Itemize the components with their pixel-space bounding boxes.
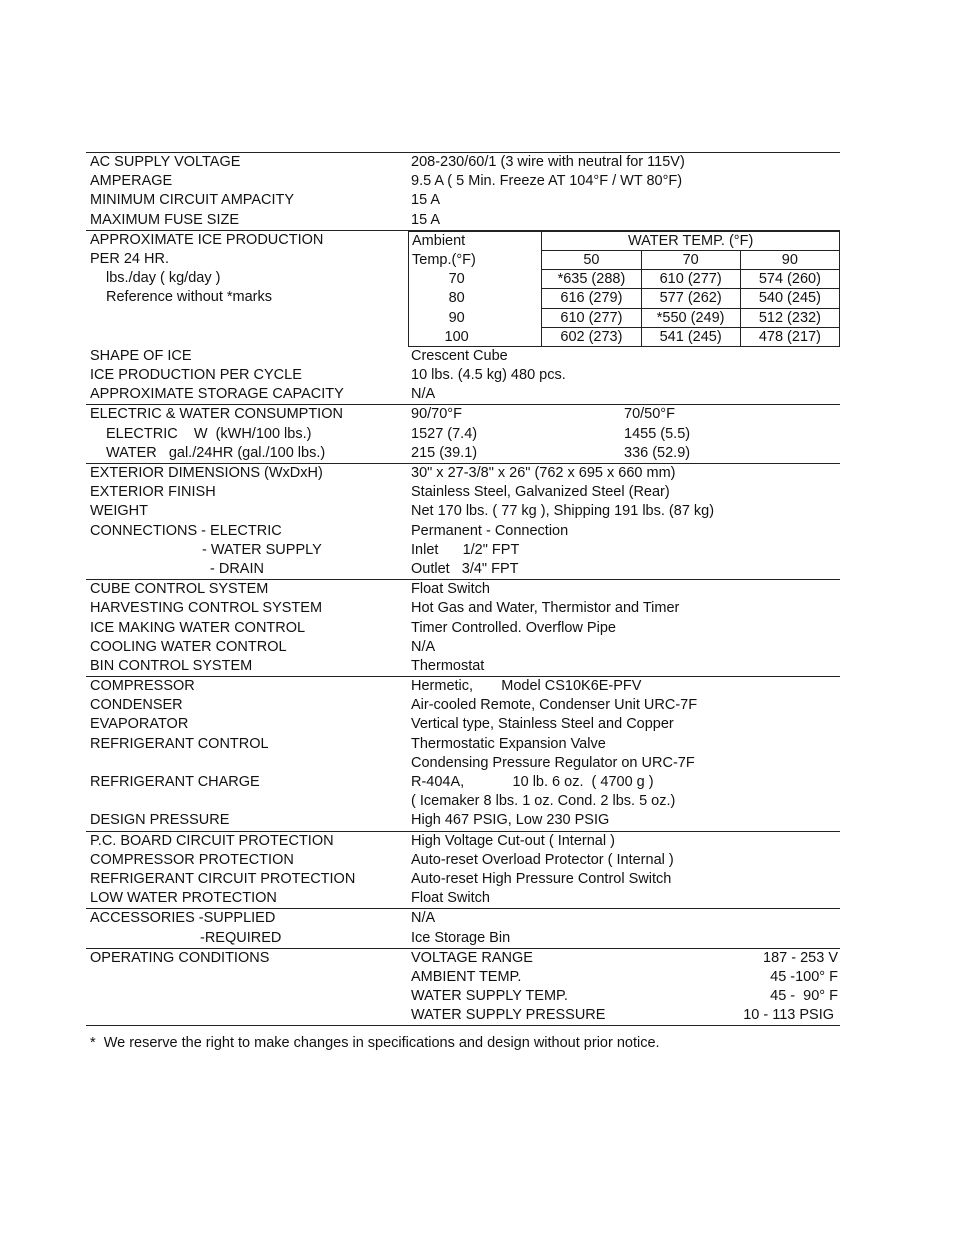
spec-value: 208-230/60/1 (3 wire with neutral for 115V) bbox=[411, 154, 685, 170]
spec-value: 1527 (7.4) bbox=[411, 425, 478, 442]
consumption-section bbox=[86, 404, 840, 463]
spec-row bbox=[86, 968, 840, 987]
spec-row bbox=[86, 870, 840, 889]
spec-label: MAXIMUM FUSE SIZE bbox=[90, 211, 240, 228]
spec-value: 30" x 27-3/8" x 26" (762 x 695 x 660 mm) bbox=[411, 465, 676, 481]
spec-row bbox=[86, 347, 840, 366]
spec-value: Ice Storage Bin bbox=[411, 929, 511, 946]
spec-row bbox=[86, 211, 840, 230]
condition-value: 10 - 113 PSIG bbox=[743, 1007, 834, 1024]
spec-label: APPROXIMATE STORAGE CAPACITY bbox=[90, 386, 344, 403]
ice-production-section bbox=[86, 230, 840, 405]
spec-label: lbs./day ( kg/day ) bbox=[106, 270, 221, 287]
spec-label: MINIMUM CIRCUIT AMPACITY bbox=[90, 192, 295, 209]
spec-label: ICE PRODUCTION PER CYCLE bbox=[90, 367, 302, 384]
spec-row bbox=[86, 754, 840, 773]
production-cell: 541 (245) bbox=[641, 327, 740, 346]
spec-value: Air-cooled Remote, Condenser Unit URC-7F bbox=[411, 697, 698, 714]
consumption-col2-header: 70/50°F bbox=[624, 406, 675, 423]
operating-section bbox=[86, 948, 840, 1027]
spec-row bbox=[86, 792, 840, 811]
spec-value: Auto-reset Overload Protector ( Internal ) bbox=[411, 851, 674, 868]
spec-label: EXTERIOR DIMENSIONS (WxDxH) bbox=[90, 465, 323, 481]
ambient-value: 70 bbox=[409, 270, 542, 289]
spec-row bbox=[86, 1006, 840, 1025]
accessories-section bbox=[86, 908, 840, 947]
spec-row bbox=[86, 599, 840, 618]
spec-value: Auto-reset High Pressure Control Switch bbox=[411, 870, 672, 887]
spec-value: Outlet 3/4" FPT bbox=[411, 560, 519, 577]
spec-label: BIN CONTROL SYSTEM bbox=[90, 657, 253, 674]
spec-row bbox=[86, 987, 840, 1006]
spec-value: Thermostat bbox=[411, 657, 485, 674]
spec-row bbox=[86, 502, 840, 521]
spec-value: Float Switch bbox=[411, 581, 490, 598]
spec-row bbox=[86, 541, 840, 560]
spec-value: Inlet 1/2" FPT bbox=[411, 541, 520, 558]
spec-value: Stainless Steel, Galvanized Steel (Rear) bbox=[411, 484, 670, 501]
spec-row bbox=[86, 929, 840, 948]
ambient-value: 90 bbox=[409, 308, 542, 327]
spec-value: Permanent - Connection bbox=[411, 522, 569, 539]
condition-value: 45 - 90° F bbox=[770, 988, 838, 1005]
spec-value: 15 A bbox=[411, 192, 441, 209]
spec-label: AC SUPPLY VOLTAGE bbox=[90, 154, 241, 170]
spec-label: WATER gal./24HR (gal./100 lbs.) bbox=[106, 444, 326, 461]
water-temp: 70 bbox=[641, 250, 740, 269]
spec-row bbox=[86, 696, 840, 715]
spec-row bbox=[86, 425, 840, 444]
spec-label: P.C. BOARD CIRCUIT PROTECTION bbox=[90, 832, 334, 849]
consumption-col1-header: 90/70°F bbox=[411, 406, 462, 423]
spec-label: ICE MAKING WATER CONTROL bbox=[90, 619, 306, 636]
production-cell: 512 (232) bbox=[740, 308, 839, 327]
spec-label: Reference without *marks bbox=[106, 289, 273, 306]
condition-name: AMBIENT TEMP. bbox=[411, 968, 522, 985]
spec-label: ELECTRIC W (kWH/100 lbs.) bbox=[106, 425, 312, 442]
production-cell: 610 (277) bbox=[641, 270, 740, 289]
footnote: * We reserve the right to make changes in specifications and design without prior notice. bbox=[90, 1035, 660, 1051]
spec-value: N/A bbox=[411, 386, 436, 403]
spec-row bbox=[86, 405, 840, 424]
spec-label: REFRIGERANT CIRCUIT PROTECTION bbox=[90, 870, 356, 887]
spec-label: WEIGHT bbox=[90, 503, 148, 520]
spec-label: DESIGN PRESSURE bbox=[90, 812, 230, 829]
spec-label: REFRIGERANT CHARGE bbox=[90, 774, 260, 790]
spec-row bbox=[86, 444, 840, 463]
production-cell: 478 (217) bbox=[740, 327, 839, 346]
table-row bbox=[409, 308, 840, 327]
production-cell: 602 (273) bbox=[542, 327, 641, 346]
spec-label: OPERATING CONDITIONS bbox=[90, 949, 270, 966]
spec-label: APPROXIMATE ICE PRODUCTION bbox=[90, 231, 324, 248]
condition-name: WATER SUPPLY PRESSURE bbox=[411, 1007, 606, 1024]
spec-value: Condensing Pressure Regulator on URC-7F bbox=[411, 754, 695, 771]
spec-value: 336 (52.9) bbox=[624, 444, 691, 461]
spec-label: CONNECTIONS - ELECTRIC bbox=[90, 522, 282, 539]
condition-value: 45 -100° F bbox=[770, 968, 838, 985]
ambient-value: 80 bbox=[409, 289, 542, 308]
spec-value: 15 A bbox=[411, 211, 441, 228]
spec-value: 215 (39.1) bbox=[411, 444, 478, 461]
spec-row bbox=[86, 522, 840, 541]
condition-name: WATER SUPPLY TEMP. bbox=[411, 988, 568, 1005]
spec-row bbox=[86, 677, 840, 696]
spec-row bbox=[86, 385, 840, 404]
spec-row bbox=[86, 560, 840, 579]
spec-value: 1455 (5.5) bbox=[624, 425, 691, 442]
spec-label: EVAPORATOR bbox=[90, 716, 189, 733]
water-temp: 90 bbox=[740, 250, 839, 269]
ice-production-table bbox=[408, 231, 840, 347]
spec-label: - DRAIN bbox=[210, 560, 264, 577]
condition-name: VOLTAGE RANGE bbox=[411, 949, 533, 966]
spec-value: N/A bbox=[411, 910, 436, 927]
ambient-header: Ambient bbox=[409, 231, 542, 250]
spec-label: COMPRESSOR PROTECTION bbox=[90, 851, 294, 868]
spec-row bbox=[86, 483, 840, 502]
ambient-value: 100 bbox=[409, 327, 542, 346]
spec-row bbox=[86, 832, 840, 851]
spec-row bbox=[86, 464, 840, 483]
physical-section bbox=[86, 463, 840, 579]
spec-label: AMPERAGE bbox=[90, 173, 173, 190]
spec-value: Net 170 lbs. ( 77 kg ), Shipping 191 lbs. (87 kg) bbox=[411, 503, 715, 520]
production-cell: 574 (260) bbox=[740, 270, 839, 289]
spec-row bbox=[86, 191, 840, 210]
spec-value: 10 lbs. (4.5 kg) 480 pcs. bbox=[411, 367, 566, 384]
spec-label: ACCESSORIES -SUPPLIED bbox=[90, 910, 276, 927]
water-temp: 50 bbox=[542, 250, 641, 269]
spec-label: EXTERIOR FINISH bbox=[90, 484, 216, 501]
spec-value: Timer Controlled. Overflow Pipe bbox=[411, 619, 616, 636]
spec-label: - WATER SUPPLY bbox=[202, 541, 322, 558]
condition-value: 187 - 253 V bbox=[763, 949, 838, 966]
spec-label bbox=[86, 754, 408, 773]
spec-row bbox=[86, 889, 840, 908]
spec-value: Hot Gas and Water, Thermistor and Timer bbox=[411, 600, 680, 617]
production-cell: 616 (279) bbox=[542, 289, 641, 308]
refrigeration-section bbox=[86, 676, 840, 831]
spec-row bbox=[86, 949, 840, 968]
spec-row bbox=[86, 909, 840, 928]
spec-label: HARVESTING CONTROL SYSTEM bbox=[90, 600, 323, 617]
electrical-section bbox=[86, 152, 840, 230]
production-cell: *635 (288) bbox=[542, 270, 641, 289]
spec-row bbox=[86, 811, 840, 830]
spec-row bbox=[86, 657, 840, 676]
spec-row bbox=[86, 735, 840, 754]
production-cell: 610 (277) bbox=[542, 308, 641, 327]
spec-label: CUBE CONTROL SYSTEM bbox=[90, 581, 269, 598]
spec-value: R-404A, 10 lb. 6 oz. ( 4700 g ) bbox=[411, 774, 654, 790]
spec-row bbox=[86, 153, 840, 172]
spec-value: Vertical type, Stainless Steel and Copper bbox=[411, 716, 674, 733]
spec-row bbox=[86, 172, 840, 191]
spec-value: ( Icemaker 8 lbs. 1 oz. Cond. 2 lbs. 5 oz.) bbox=[411, 793, 676, 810]
spec-value: 9.5 A ( 5 Min. Freeze AT 104°F / WT 80°F) bbox=[411, 173, 683, 190]
spec-row bbox=[86, 715, 840, 734]
spec-label: LOW WATER PROTECTION bbox=[90, 890, 277, 907]
table-row bbox=[409, 289, 840, 308]
spec-label: COMPRESSOR bbox=[90, 678, 195, 695]
spec-row bbox=[86, 773, 840, 792]
ambient-header: Temp.(°F) bbox=[409, 250, 542, 269]
table-row bbox=[409, 327, 840, 346]
spec-label: -REQUIRED bbox=[200, 929, 282, 946]
water-temp-header: WATER TEMP. (°F) bbox=[542, 231, 840, 250]
spec-value: High 467 PSIG, Low 230 PSIG bbox=[411, 812, 610, 829]
spec-label: PER 24 HR. bbox=[90, 250, 169, 267]
spec-value: Thermostatic Expansion Valve bbox=[411, 735, 606, 752]
spec-label: COOLING WATER CONTROL bbox=[90, 638, 287, 655]
spec-value: Hermetic, Model CS10K6E-PFV bbox=[411, 678, 642, 695]
spec-label: ELECTRIC & WATER CONSUMPTION bbox=[90, 406, 343, 423]
spec-label: REFRIGERANT CONTROL bbox=[90, 735, 269, 752]
spec-label bbox=[86, 792, 408, 811]
protection-section bbox=[86, 831, 840, 909]
spec-sheet bbox=[86, 152, 840, 1026]
production-cell: 540 (245) bbox=[740, 289, 839, 308]
spec-value: Float Switch bbox=[411, 890, 490, 907]
spec-value: Crescent Cube bbox=[411, 347, 508, 364]
spec-row bbox=[86, 851, 840, 870]
spec-value: High Voltage Cut-out ( Internal ) bbox=[411, 832, 615, 849]
production-cell: *550 (249) bbox=[641, 308, 740, 327]
spec-label: SHAPE OF ICE bbox=[90, 347, 192, 364]
spec-row bbox=[86, 366, 840, 385]
production-cell: 577 (262) bbox=[641, 289, 740, 308]
spec-value: N/A bbox=[411, 638, 436, 655]
controls-section bbox=[86, 579, 840, 676]
table-row bbox=[409, 270, 840, 289]
spec-label: CONDENSER bbox=[90, 697, 183, 714]
spec-row bbox=[86, 619, 840, 638]
spec-row bbox=[86, 580, 840, 599]
spec-row bbox=[86, 638, 840, 657]
